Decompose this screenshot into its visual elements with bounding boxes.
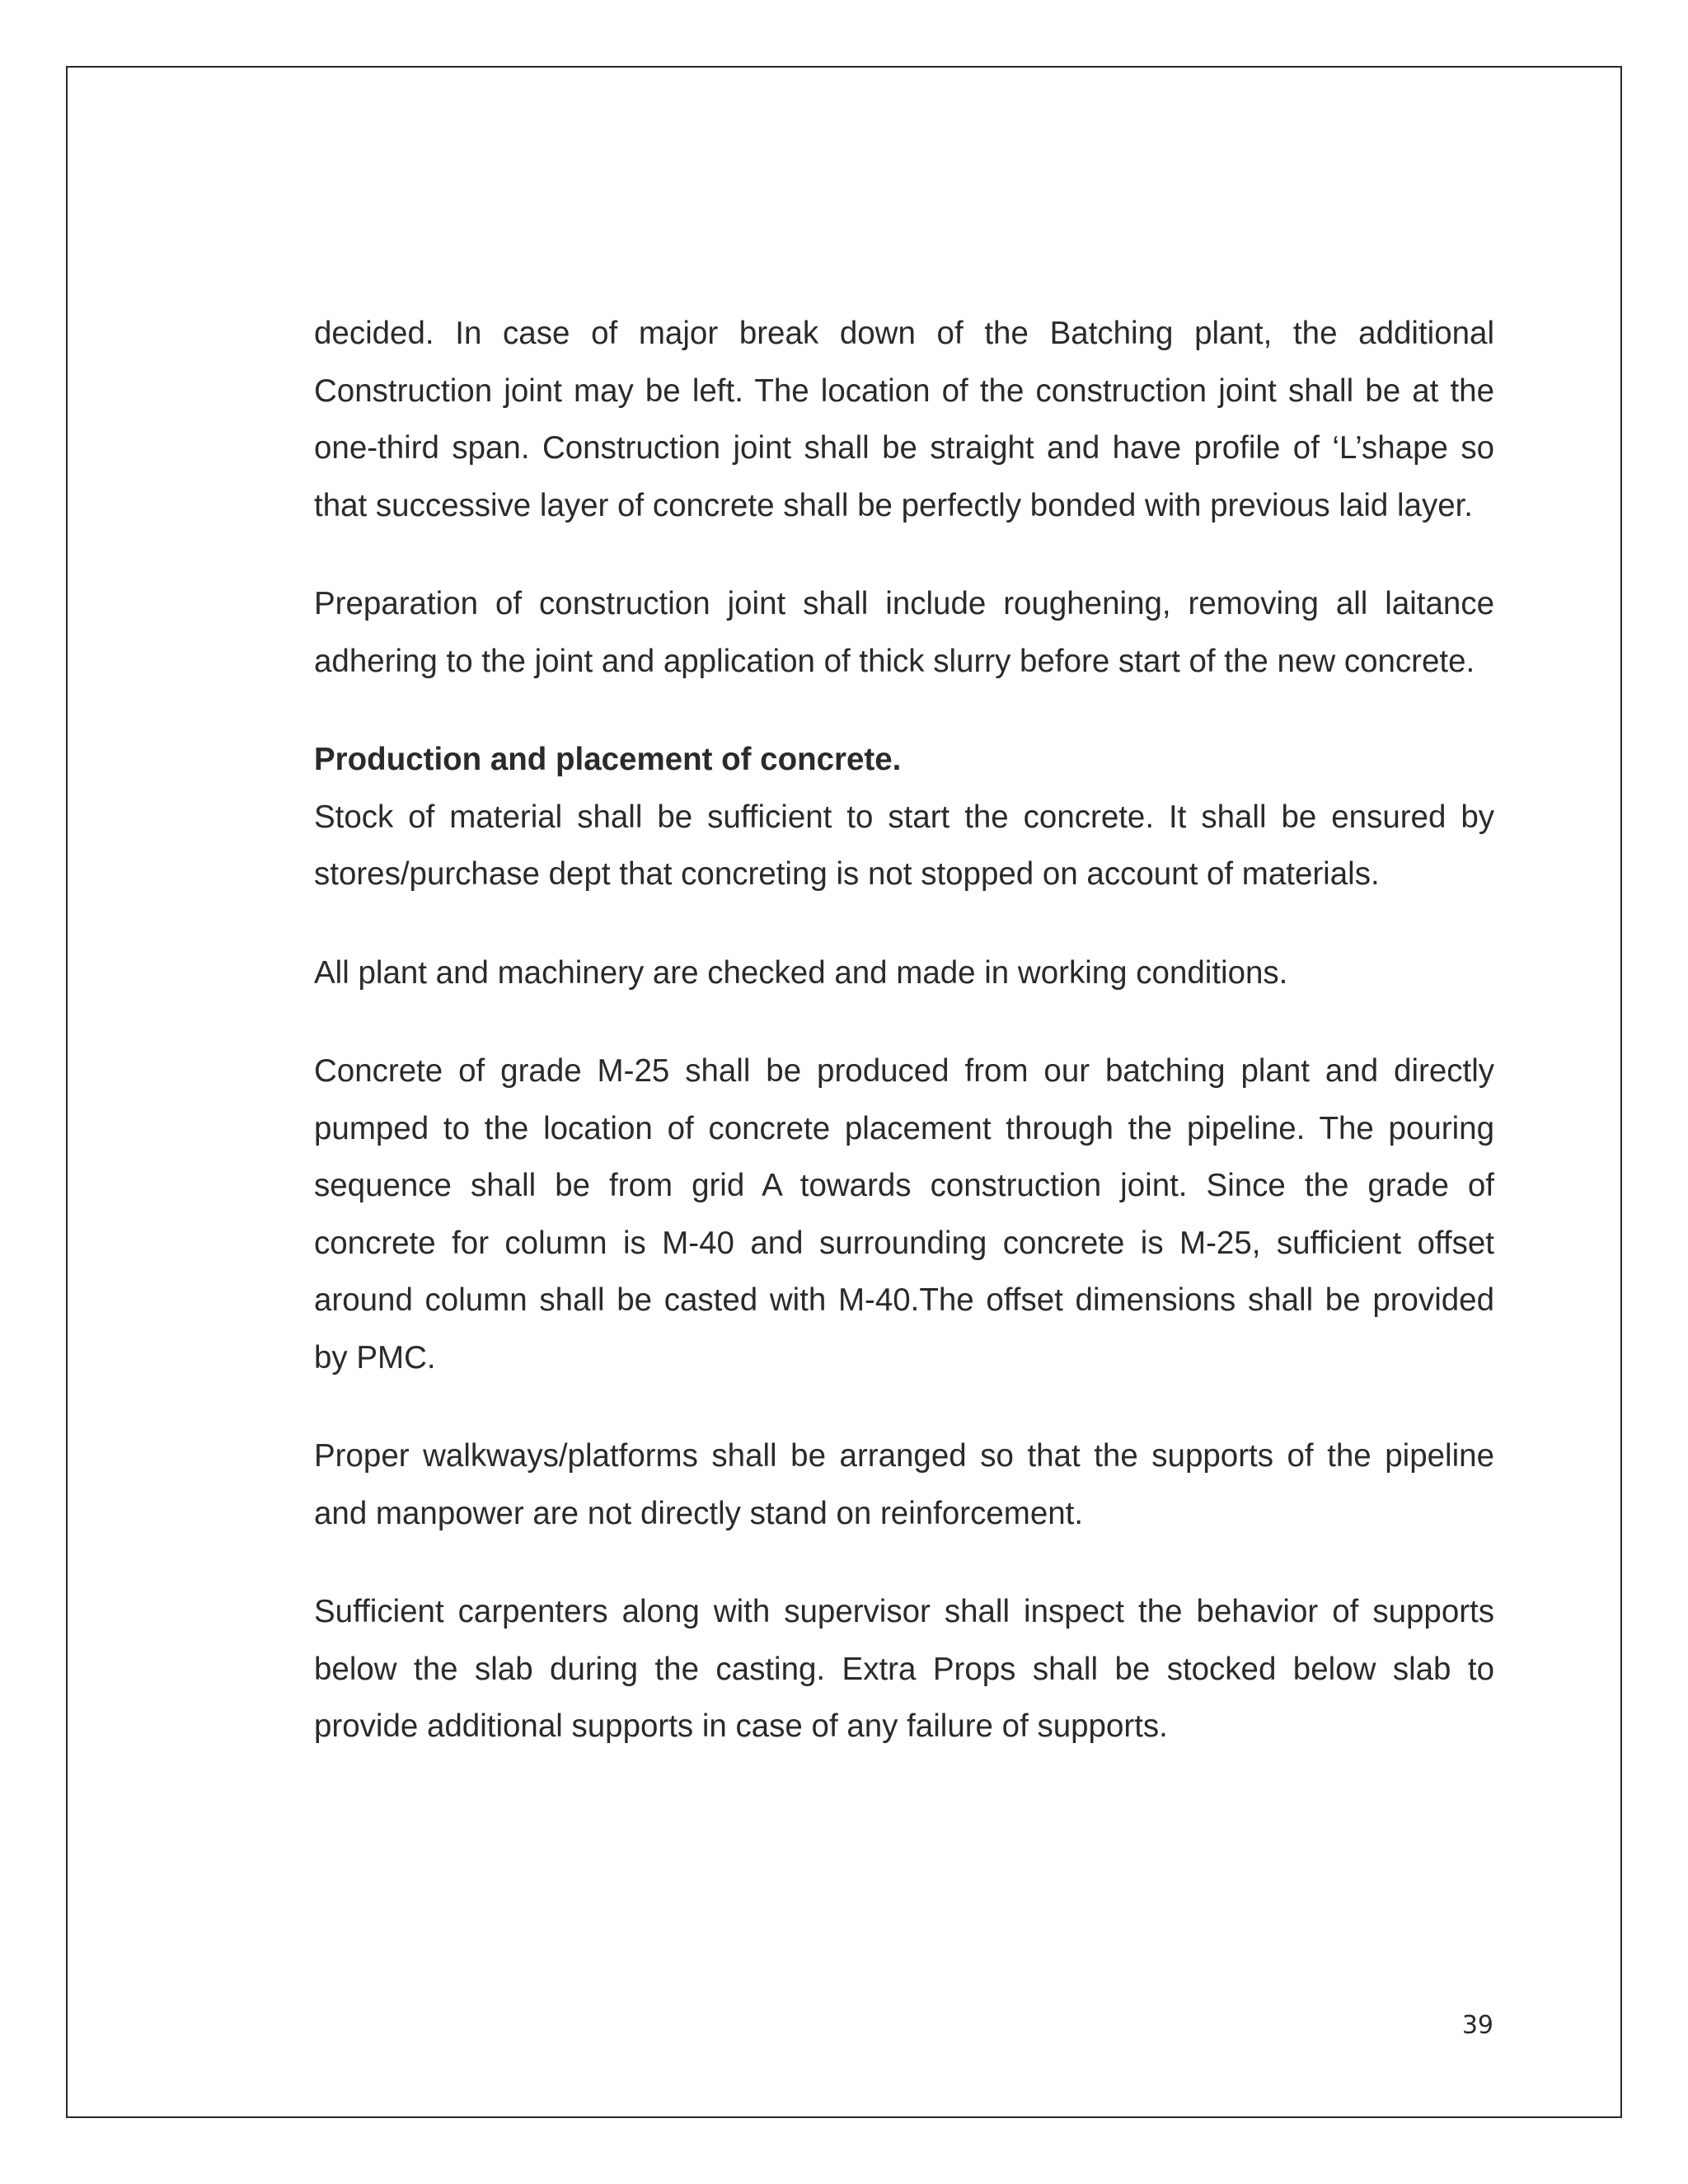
paragraph-material-stock: Stock of material shall be sufficient to start the concrete. It shall be ensured by stores/purchase dept that concreting is not stopped on account of materials.: [314, 799, 1494, 892]
paragraph-plant-machinery: All plant and machinery are checked and made in working conditions.: [314, 954, 1288, 991]
paragraph-carpenters-supervision: Sufficient carpenters along with supervisor shall inspect the behavior of supports below the slab during the casting. Extra Props shall be stocked below slab to provide additional supports in case of any failure of supports.: [314, 1594, 1494, 1744]
paragraph-construction-joint-preparation: Preparation of construction joint shall include roughening, removing all laitance adhering to the joint and application of thick slurry before start of the new concrete.: [314, 586, 1494, 679]
paragraph-walkways: Proper walkways/platforms shall be arranged so that the supports of the pipeline and manpower are not directly stand on reinforcement.: [314, 1438, 1494, 1531]
paragraph-construction-joint-location: decided. In case of major break down of the Batching plant, the additional Construction joint may be left. The location of the construction joint shall be at the one-third span. Construction joint shall be straight and have profile of ‘L’shape so that successive layer of concrete shall be perfectly bonded with previous laid layer.: [314, 316, 1494, 523]
section-heading: Production and placement of concrete.: [314, 742, 902, 777]
paragraph-concrete-grade: Concrete of grade M-25 shall be produced from our batching plant and directly pumped to the location of concrete placement through the pipeline. The pouring sequence shall be from grid A towards construction joint. Since the grade of concrete for column is M-40 and surrounding concrete is M-25, sufficient offset around column shall be casted with M-40.The offset dimensions shall be provided by PMC.: [314, 1053, 1494, 1376]
document-body: [314, 305, 1494, 1797]
page-number: 39: [1461, 2011, 1493, 2040]
